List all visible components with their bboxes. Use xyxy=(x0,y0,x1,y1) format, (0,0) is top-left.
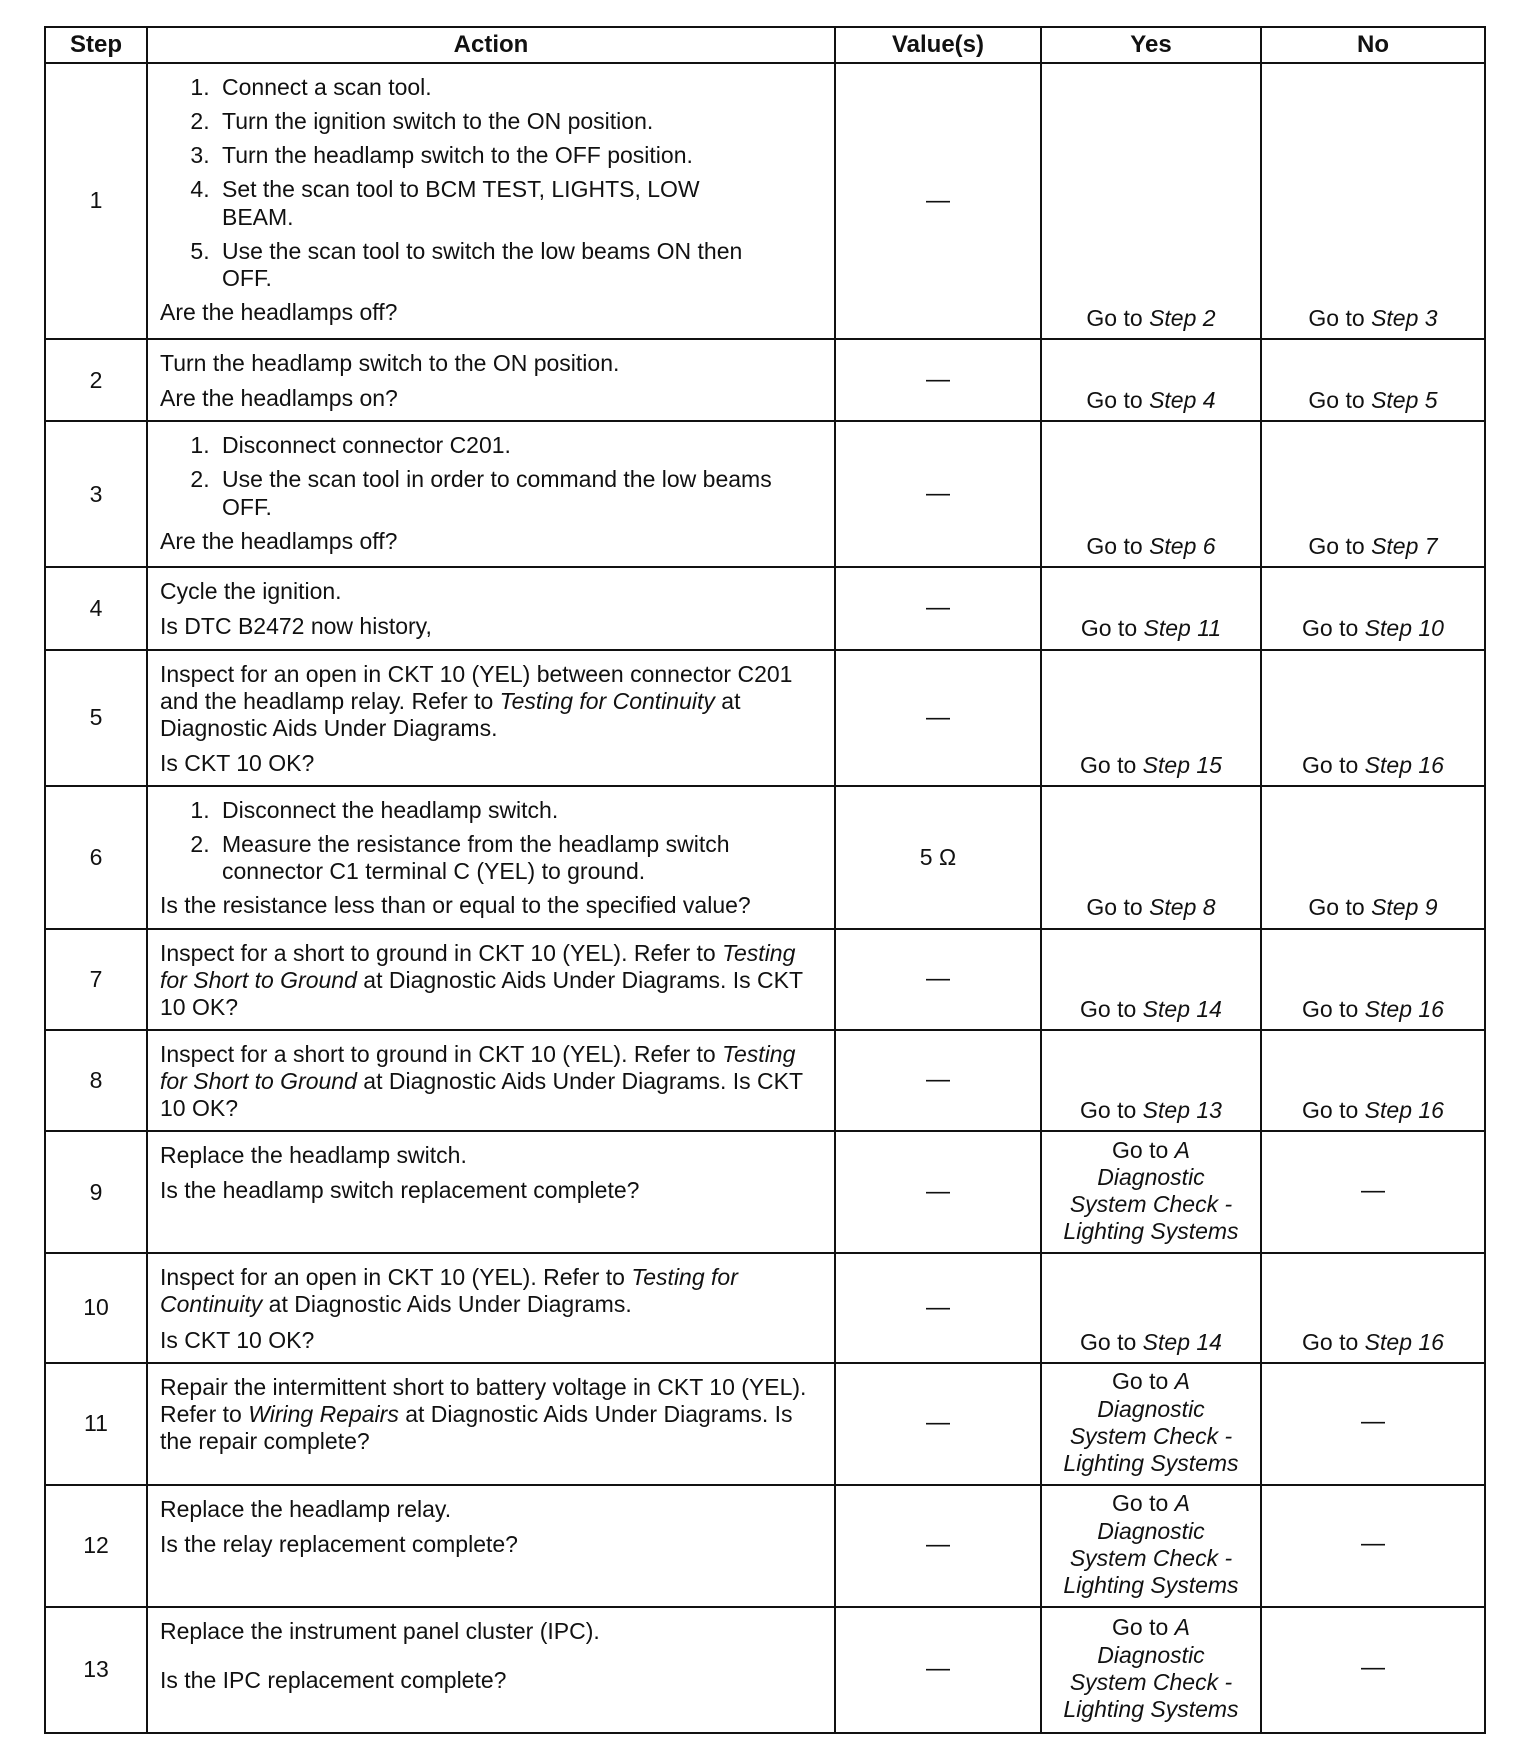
action-text: Cycle the ignition. xyxy=(160,578,342,605)
step-number: 6 xyxy=(45,786,147,929)
no-step-number: 3 xyxy=(1424,304,1438,331)
step-word: Step xyxy=(1149,894,1197,921)
table-row xyxy=(45,63,1485,339)
no-cell xyxy=(1261,339,1485,421)
table-row xyxy=(45,1607,1485,1733)
diagnostic-check-link[interactable] xyxy=(1046,1137,1256,1246)
diag-check-line: A xyxy=(1174,1368,1190,1395)
no-goto xyxy=(1308,533,1437,559)
yes-goto xyxy=(1086,533,1215,559)
header-yes: Yes xyxy=(1041,27,1261,63)
goto-text: Go to xyxy=(1308,533,1365,560)
action-cell xyxy=(147,650,835,787)
action-question: Is DTC B2472 now history, xyxy=(160,613,432,640)
table-row xyxy=(45,1253,1485,1362)
no-goto xyxy=(1302,1329,1444,1355)
goto-text: Go to xyxy=(1308,387,1365,414)
step-word: Step xyxy=(1142,1328,1190,1355)
no-goto xyxy=(1302,996,1444,1022)
reference-link[interactable]: Wiring Repairs xyxy=(248,1400,399,1427)
step-number: 12 xyxy=(45,1485,147,1607)
action-list xyxy=(160,432,820,520)
no-step-number: 16 xyxy=(1418,1097,1444,1124)
yes-step-number: 14 xyxy=(1196,995,1222,1022)
goto-text: Go to xyxy=(1302,751,1359,778)
goto-text: Go to xyxy=(1302,1328,1359,1355)
action-text xyxy=(160,940,820,1021)
value-cell xyxy=(835,1030,1041,1131)
action-cell xyxy=(147,1485,835,1607)
value-cell xyxy=(835,1131,1041,1253)
yes-step-number: 8 xyxy=(1202,894,1216,921)
value-cell xyxy=(835,339,1041,421)
goto-text: Go to xyxy=(1080,1097,1137,1124)
no-dash: — xyxy=(1361,1408,1385,1436)
goto-text: Go to xyxy=(1086,533,1143,560)
yes-cell xyxy=(1041,1030,1261,1131)
no-cell xyxy=(1261,1363,1485,1485)
goto-text: Go to xyxy=(1080,995,1137,1022)
no-dash: — xyxy=(1361,1654,1385,1682)
yes-goto xyxy=(1086,305,1215,331)
goto-text: Go to xyxy=(1086,304,1143,331)
yes-cell xyxy=(1041,63,1261,339)
diag-check-line: Lighting Systems xyxy=(1063,1695,1239,1722)
action-text-part: Inspect for a short to ground in CKT 10 (YEL). Refer to xyxy=(160,1040,716,1067)
action-text xyxy=(160,1041,820,1122)
diagnostic-check-link[interactable] xyxy=(1046,1368,1256,1477)
no-step-number: 16 xyxy=(1418,1328,1444,1355)
yes-cell xyxy=(1041,1607,1261,1733)
action-cell xyxy=(147,786,835,929)
diag-check-line: A xyxy=(1174,1137,1190,1163)
no-cell xyxy=(1261,1485,1485,1607)
action-question: Is CKT 10 OK? xyxy=(160,1326,315,1353)
action-question: Is the headlamp switch replacement complete? xyxy=(160,1177,640,1204)
yes-cell xyxy=(1041,929,1261,1030)
reference-link[interactable]: Testing for Continuity xyxy=(160,1264,738,1318)
diag-check-line: System Check - xyxy=(1069,1422,1233,1449)
yes-cell xyxy=(1041,1131,1261,1253)
no-goto xyxy=(1308,387,1437,413)
action-question: Are the headlamps on? xyxy=(160,385,398,412)
step-number: 10 xyxy=(45,1253,147,1362)
value-resistance: 5 Ω xyxy=(919,843,957,870)
value-dash: — xyxy=(926,1409,950,1437)
no-cell xyxy=(1261,786,1485,929)
action-text-part: at Diagnostic Aids Under Diagrams. xyxy=(160,687,741,741)
step-word: Step xyxy=(1364,1328,1412,1355)
yes-cell xyxy=(1041,786,1261,929)
yes-cell xyxy=(1041,650,1261,787)
no-cell xyxy=(1261,1131,1485,1253)
no-cell xyxy=(1261,929,1485,1030)
diagnostic-table xyxy=(44,26,1486,1734)
list-item: 2. Measure the resistance from the headlamp switch connector C1 terminal C (YEL) to ground. xyxy=(216,831,820,885)
step-number: 5 xyxy=(45,650,147,787)
yes-goto xyxy=(1086,894,1215,920)
no-step-number: 10 xyxy=(1418,615,1444,642)
goto-text: Go to xyxy=(1086,894,1143,921)
action-text-part: at Diagnostic Aids Under Diagrams. Is CKT 10 OK? xyxy=(160,966,803,1020)
value-cell xyxy=(835,421,1041,567)
value-dash: — xyxy=(926,1066,950,1094)
yes-step-number: 4 xyxy=(1202,387,1216,414)
step-number: 11 xyxy=(45,1363,147,1485)
step-word: Step xyxy=(1371,894,1419,921)
list-item: 1. Disconnect connector C201. xyxy=(216,432,820,459)
step-word: Step xyxy=(1142,751,1190,778)
list-item: 1. Connect a scan tool. xyxy=(216,74,820,101)
table-row xyxy=(45,786,1485,929)
no-dash: — xyxy=(1361,1530,1385,1558)
yes-goto xyxy=(1086,387,1215,413)
step-word: Step xyxy=(1371,387,1419,414)
step-word: Step xyxy=(1364,1097,1412,1124)
action-cell xyxy=(147,1030,835,1131)
yes-step-number: 6 xyxy=(1202,533,1216,560)
action-text: Replace the headlamp switch. xyxy=(160,1142,467,1169)
yes-goto xyxy=(1080,1329,1222,1355)
action-cell xyxy=(147,1253,835,1362)
yes-step-number: 2 xyxy=(1202,304,1216,331)
table-row xyxy=(45,929,1485,1030)
value-dash: — xyxy=(926,1531,950,1559)
step-word: Step xyxy=(1364,615,1412,642)
no-cell xyxy=(1261,567,1485,649)
diag-check-line: System Check - xyxy=(1069,1668,1233,1695)
value-cell xyxy=(835,1485,1041,1607)
action-question: Is the relay replacement complete? xyxy=(160,1530,518,1557)
value-dash: — xyxy=(926,365,950,393)
value-cell xyxy=(835,650,1041,787)
table-row xyxy=(45,1131,1485,1253)
header-action: Action xyxy=(147,27,835,63)
value-dash: — xyxy=(926,186,950,214)
action-text-part: at Diagnostic Aids Under Diagrams. Is CKT 10 OK? xyxy=(160,1068,803,1122)
yes-cell xyxy=(1041,567,1261,649)
list-item: 3. Turn the headlamp switch to the OFF position. xyxy=(216,142,820,169)
no-goto xyxy=(1308,305,1437,331)
goto-text: Go to xyxy=(1302,615,1359,642)
no-cell xyxy=(1261,63,1485,339)
action-cell xyxy=(147,339,835,421)
table-row xyxy=(45,1485,1485,1607)
goto-text: Go to xyxy=(1112,1614,1169,1641)
goto-text: Go to xyxy=(1302,995,1359,1022)
goto-text: Go to xyxy=(1080,615,1138,642)
action-cell xyxy=(147,63,835,339)
value-dash: — xyxy=(926,1293,950,1321)
action-question: Is CKT 10 OK? xyxy=(160,749,315,776)
action-text-part: at Diagnostic Aids Under Diagrams. Is the repair complete? xyxy=(160,1400,793,1454)
step-number: 13 xyxy=(45,1607,147,1733)
step-word: Step xyxy=(1142,995,1190,1022)
no-dash: — xyxy=(1361,1177,1385,1205)
step-word: Step xyxy=(1149,533,1197,560)
value-dash: — xyxy=(926,1655,950,1683)
value-cell xyxy=(835,786,1041,929)
action-text-part: at Diagnostic Aids Under Diagrams. xyxy=(268,1291,632,1318)
table-row xyxy=(45,650,1485,787)
action-cell xyxy=(147,1131,835,1253)
action-text-part: Inspect for an open in CKT 10 (YEL) between connector C201 and the headlamp relay. Refer to xyxy=(160,660,793,714)
action-list xyxy=(160,797,820,885)
goto-text: Go to xyxy=(1302,1097,1359,1124)
list-item: 2. Turn the ignition switch to the ON position. xyxy=(216,108,820,135)
yes-step-number: 11 xyxy=(1197,615,1222,642)
goto-text: Go to xyxy=(1308,894,1365,921)
action-question: Are the headlamps off? xyxy=(160,298,398,325)
value-dash: — xyxy=(926,1178,950,1206)
action-text xyxy=(160,1264,820,1318)
goto-text: Go to xyxy=(1080,751,1137,778)
list-item: 4. Set the scan tool to BCM TEST, LIGHTS, LOW BEAM. xyxy=(216,176,820,230)
yes-goto xyxy=(1080,752,1222,778)
header-row xyxy=(45,27,1485,63)
value-dash: — xyxy=(926,965,950,993)
goto-text: Go to xyxy=(1112,1137,1169,1163)
action-text: Replace the instrument panel cluster (IPC). xyxy=(160,1617,600,1644)
table-row xyxy=(45,567,1485,649)
step-word: Step xyxy=(1364,995,1412,1022)
diag-check-line: System Check - xyxy=(1069,1191,1233,1218)
list-item: 5. Use the scan tool to switch the low beams ON then OFF. xyxy=(216,238,820,292)
action-text xyxy=(160,661,820,742)
diagnostic-check-link[interactable] xyxy=(1046,1614,1256,1723)
goto-text: Go to xyxy=(1086,387,1143,414)
action-cell xyxy=(147,1607,835,1733)
action-text: Replace the headlamp relay. xyxy=(160,1495,452,1522)
diag-check-line: Diagnostic xyxy=(1097,1395,1205,1422)
step-word: Step xyxy=(1371,304,1419,331)
header-no: No xyxy=(1261,27,1485,63)
value-cell xyxy=(835,1363,1041,1485)
list-item: 2. Use the scan tool in order to command the low beams OFF. xyxy=(216,466,820,520)
action-cell xyxy=(147,929,835,1030)
diag-check-line: Diagnostic xyxy=(1097,1164,1205,1191)
action-text-part: Repair the intermittent short to battery voltage in CKT 10 (YEL). Refer to xyxy=(160,1373,807,1427)
step-word: Step xyxy=(1364,751,1412,778)
yes-step-number: 15 xyxy=(1196,751,1222,778)
reference-link[interactable]: Testing for Short to Ground xyxy=(160,939,796,993)
step-number: 9 xyxy=(45,1131,147,1253)
action-list xyxy=(160,74,820,292)
header-values: Value(s) xyxy=(835,27,1041,63)
no-goto xyxy=(1308,894,1437,920)
value-dash: — xyxy=(926,703,950,731)
value-dash: — xyxy=(926,480,950,508)
goto-text: Go to xyxy=(1112,1368,1169,1395)
no-cell xyxy=(1261,1607,1485,1733)
goto-text: Go to xyxy=(1080,1328,1137,1355)
no-step-number: 5 xyxy=(1424,387,1438,414)
diag-check-line: Lighting Systems xyxy=(1063,1218,1239,1245)
table-row xyxy=(45,421,1485,567)
no-goto xyxy=(1302,615,1444,641)
no-step-number: 16 xyxy=(1418,995,1444,1022)
action-cell xyxy=(147,567,835,649)
table-row xyxy=(45,1363,1485,1485)
diag-check-line: Diagnostic xyxy=(1097,1641,1205,1668)
no-step-number: 16 xyxy=(1418,751,1444,778)
diag-check-line: System Check - xyxy=(1069,1544,1233,1571)
value-cell xyxy=(835,1253,1041,1362)
step-word: Step xyxy=(1143,615,1191,642)
action-text-part: Inspect for a short to ground in CKT 10 (YEL). Refer to xyxy=(160,939,716,966)
value-cell xyxy=(835,567,1041,649)
yes-cell xyxy=(1041,1485,1261,1607)
step-number: 2 xyxy=(45,339,147,421)
diag-check-line: Diagnostic xyxy=(1097,1517,1205,1544)
action-question: Is the IPC replacement complete? xyxy=(160,1666,507,1693)
reference-link[interactable]: Testing for Short to Ground xyxy=(160,1040,796,1094)
goto-text: Go to xyxy=(1112,1490,1169,1517)
action-cell xyxy=(147,1363,835,1485)
no-cell xyxy=(1261,1253,1485,1362)
diagnostic-check-link[interactable] xyxy=(1046,1490,1256,1599)
action-text: Turn the headlamp switch to the ON position. xyxy=(160,350,620,376)
step-word: Step xyxy=(1149,304,1197,331)
yes-goto xyxy=(1080,996,1222,1022)
no-cell xyxy=(1261,421,1485,567)
value-cell xyxy=(835,1607,1041,1733)
action-text xyxy=(160,1374,820,1455)
step-number: 1 xyxy=(45,63,147,339)
action-cell xyxy=(147,421,835,567)
no-cell xyxy=(1261,650,1485,787)
diag-check-line: Lighting Systems xyxy=(1063,1449,1239,1476)
step-word: Step xyxy=(1142,1097,1190,1124)
yes-cell xyxy=(1041,421,1261,567)
table-row xyxy=(45,1030,1485,1131)
yes-goto xyxy=(1080,1097,1222,1123)
step-number: 4 xyxy=(45,567,147,649)
yes-cell xyxy=(1041,339,1261,421)
no-goto xyxy=(1302,1097,1444,1123)
reference-link[interactable]: Testing for Continuity xyxy=(499,687,715,714)
header-step: Step xyxy=(45,27,147,63)
no-step-number: 9 xyxy=(1424,894,1438,921)
yes-goto xyxy=(1081,615,1221,641)
yes-cell xyxy=(1041,1363,1261,1485)
step-word: Step xyxy=(1149,387,1197,414)
yes-step-number: 14 xyxy=(1196,1328,1222,1355)
yes-step-number: 13 xyxy=(1196,1097,1222,1124)
list-item: 1. Disconnect the headlamp switch. xyxy=(216,797,820,824)
value-cell xyxy=(835,929,1041,1030)
diag-check-line: A xyxy=(1174,1614,1190,1641)
step-number: 3 xyxy=(45,421,147,567)
no-goto xyxy=(1302,752,1444,778)
step-word: Step xyxy=(1371,533,1419,560)
table-row xyxy=(45,339,1485,421)
goto-text: Go to xyxy=(1308,304,1365,331)
step-number: 8 xyxy=(45,1030,147,1131)
diag-check-line: A xyxy=(1174,1490,1190,1517)
step-number: 7 xyxy=(45,929,147,1030)
action-question: Are the headlamps off? xyxy=(160,527,398,554)
action-question: Is the resistance less than or equal to the specified value? xyxy=(160,892,751,919)
no-cell xyxy=(1261,1030,1485,1131)
no-step-number: 7 xyxy=(1424,533,1438,560)
yes-cell xyxy=(1041,1253,1261,1362)
value-cell xyxy=(835,63,1041,339)
value-dash: — xyxy=(926,594,950,622)
diag-check-line: Lighting Systems xyxy=(1063,1571,1239,1598)
action-text-part: Inspect for an open in CKT 10 (YEL). Refer to xyxy=(160,1264,625,1291)
